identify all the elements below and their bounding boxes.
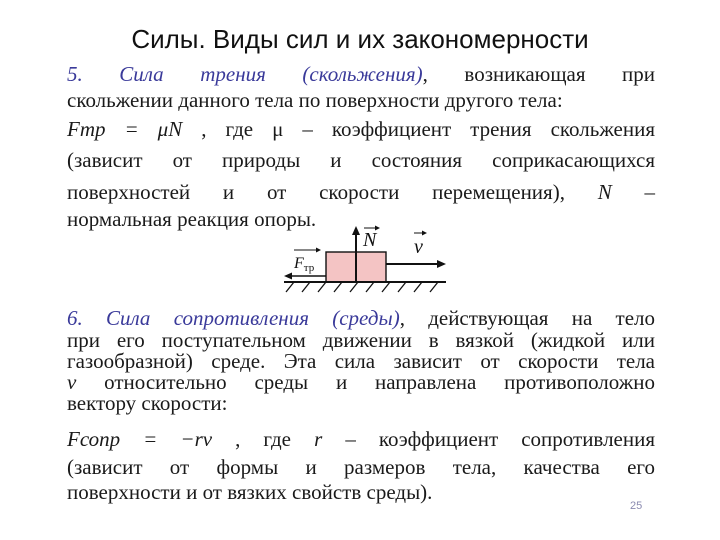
resistance-formula: Fсопр = −rv [67,427,213,451]
friction-term-1: Сила [119,62,164,86]
resistance-line-1-rest: , действующая на тело [399,306,656,330]
page-number: 25 [630,500,643,512]
friction-line-5 [67,180,655,204]
friction-line-1-rest: , возникающая при [422,62,656,86]
friction-line-2: скольжении данного тела по поверхности другого тела: [67,88,563,112]
resistance-line-6-tail: – коэффициент сопротивления [345,427,656,451]
friction-line-5-text: поверхностей и от скорости перемещения), [67,180,565,204]
resistance-line-3: газообразной) среде. Эта сила зависит от скорости тела [67,349,655,373]
resistance-term-2: сопротивления [173,306,309,330]
resistance-line-1 [67,306,655,330]
friction-diagram [280,222,450,302]
friction-force-label [293,255,315,274]
resistance-number: 6. [67,306,83,330]
friction-number: 5. [67,62,83,86]
resistance-line-5: вектору скорости: [67,391,228,415]
normal-force-label: N [363,229,377,251]
resistance-term-paren: (среды) [332,306,400,330]
friction-line-6: нормальная реакция опоры. [67,207,317,231]
friction-line-1 [67,62,655,86]
friction-line-4: (зависит от природы и состояния соприкасающихся [67,148,655,172]
resistance-velocity-symbol: v [67,370,77,394]
friction-force-label-main: F [294,255,304,272]
ground-hatching [286,282,438,292]
normal-force-arrowhead [352,226,360,235]
friction-term-2: трения [200,62,266,86]
friction-formula: Fтр = μN [67,117,183,141]
friction-line-3 [67,117,655,141]
velocity-vector-bar-head [422,231,427,236]
resistance-line-2: при его поступательном движении в вязкой (жидкой или [67,328,655,352]
resistance-line-8: поверхности и от вязких свойств среды). [67,480,433,504]
friction-line-3-rest: , где μ – коэффициент трения скольжения [201,117,656,141]
friction-force-arrowhead [284,273,292,280]
friction-term-paren: (скольжения) [302,62,423,86]
resistance-term-1: Сила [106,306,151,330]
friction-line-5-dash: – [644,180,655,204]
slide-title: Силы. Виды сил и их закономерности [131,24,589,54]
friction-normal-symbol: N [597,180,612,204]
resistance-line-6-rest: , где [235,427,291,451]
velocity-arrowhead [437,260,446,268]
friction-force-label-sub: тр [303,262,315,274]
resistance-line-7: (зависит от формы и размеров тела, качества его [67,455,655,479]
velocity-label: v [414,236,423,258]
resistance-line-6 [67,427,655,451]
friction-vector-bar-head [316,248,321,253]
resistance-coefficient-symbol: r [314,427,323,451]
resistance-line-4-rest: относительно среды и направлена противоположно [104,370,655,394]
